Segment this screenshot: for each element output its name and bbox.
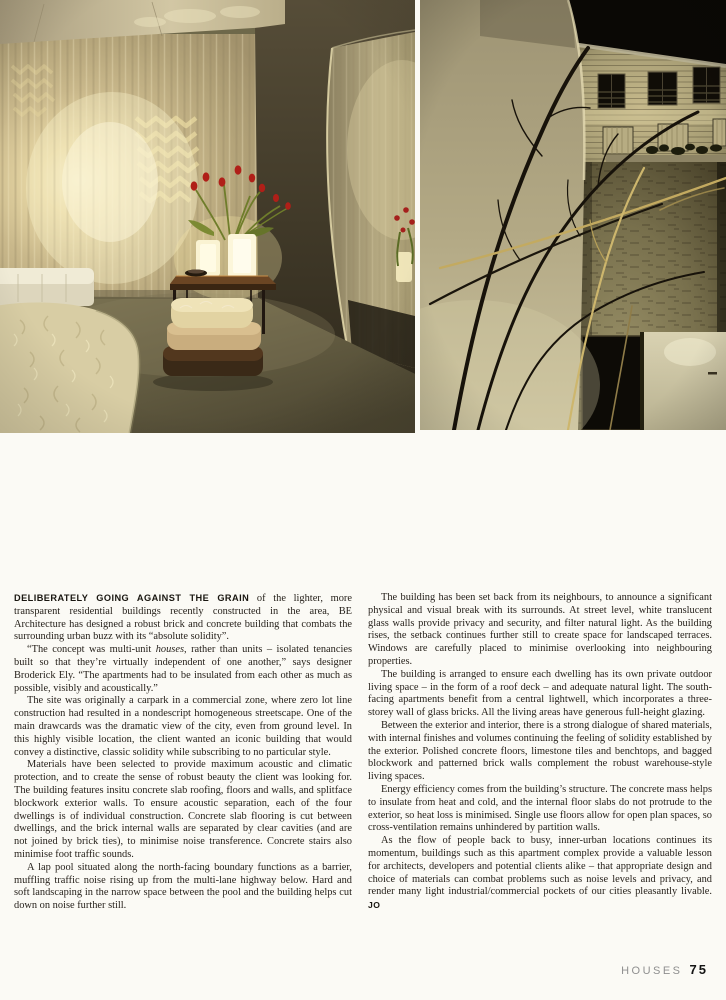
- exterior-photo-art: [420, 0, 726, 430]
- paragraph-text: “The concept was multi-unit: [27, 644, 156, 656]
- paragraph-closing: [368, 835, 712, 913]
- paragraph-intro: [14, 592, 352, 644]
- italic-word: houses: [155, 644, 185, 656]
- author-initials: JO: [368, 900, 381, 911]
- paragraph: Energy efficiency comes from the building’s structure. The concrete mass helps to insulate from heat and cold, and the internal floor slabs do not protrude to the exterior, so heat loss is minimised. Single use floors allow for open plan spaces, so cross-ventilation remains unhindered by partition walls.: [368, 783, 712, 834]
- paragraph: A lap pool situated along the north-facing boundary functions as a barrier, muffling traffic noise rising up from the multi-lane highway below. Hard and soft landscaping in the narrow space between the pool and the building helps cut down on noise further still.: [14, 861, 352, 912]
- interior-photo-art: [0, 0, 415, 433]
- interior-photo: [0, 0, 415, 433]
- page-number: 75: [689, 962, 708, 977]
- paragraph: The site was originally a carpark in a commercial zone, where zero lot line construction had resulted in a nondescript homogeneous streetscape. One of the main drawcards was the dramatic view of the city, even from ground level. In this highly visible location, the client wanted an iconic building that would convey a distinctive, classic solidity while subscribing to no particular style.: [14, 695, 352, 758]
- paragraph: Materials have been selected to provide maximum acoustic and climatic protection, and to create the sense of robust beauty the client was looking for. The building features insitu concrete slab roofing, floors and walls, and splitface blockwork exterior walls. To ensure acoustic separation, each of the four dwellings is of individual construction. Concrete slab flooring is cut between dwellings, and the brick internal walls are separated by clear cavities (and are not joined by brick ties), to minimise noise transference. Concrete stairs also minimise foot traffic sounds.: [14, 759, 352, 860]
- paragraph: Between the exterior and interior, there is a strong dialogue of shared materials, with internal finishes and volumes continuing the feeling of solidity established by the exterior. Polished concrete floors, limestone tiles and benchtops, and bagged blockwork and patterned brick walls complement the robust warehouse-style living spaces.: [368, 719, 712, 783]
- paragraph: The building is arranged to ensure each dwelling has its own private outdoor living space – in the form of a roof deck – and adequate natural light. The south-facing apartments benefit from a central lightwell, which incorporates a three-storey wall of glass bricks. All the living areas have generous full-height glazing.: [368, 668, 712, 719]
- article-right-column: [368, 592, 712, 913]
- page-folio: [621, 961, 708, 979]
- exterior-photo: [420, 0, 726, 430]
- lead-in-phrase: DELIBERATELY GOING AGAINST THE GRAIN: [14, 593, 250, 603]
- article-left-column: [14, 592, 352, 913]
- paragraph: The building has been set back from its neighbours, to announce a significant physical and visual break with its surrounds. At street level, white translucent glass walls provide privacy and security, and filter natural light. As the building rises, the setback continues further still to create space for landscaped terraces. Windows are carefully placed to minimise overlooking into neighbouring properties.: [368, 592, 712, 667]
- magazine-name: HOUSES: [621, 965, 683, 977]
- paragraph-text: of the lighter, more transparent residential buildings recently constructed in the area, BE Architecture has designed a robust brick and concrete building that combats the surrounding urban buzz with its “absolute solidity”.: [14, 593, 352, 643]
- paragraph: [14, 644, 352, 695]
- paragraph-text: , rather than units – isolated tenancies built so that they’re virtually independent of one another,” says designer Broderick Ely. “The apartments had to be insulated from each other as much as possible, visibly and acoustically.”: [14, 644, 352, 694]
- paragraph-text: As the flow of people back to busy, inner-urban locations continues its momentum, buildings such as this apartment complex provide a valuable lesson for architects, developers and potential clients alike – that appropriate design and choice of materials can combat problems such as noise levels and privacy, and render many light industrial/commercial pockets of our cities pleasantly livable.: [368, 835, 712, 898]
